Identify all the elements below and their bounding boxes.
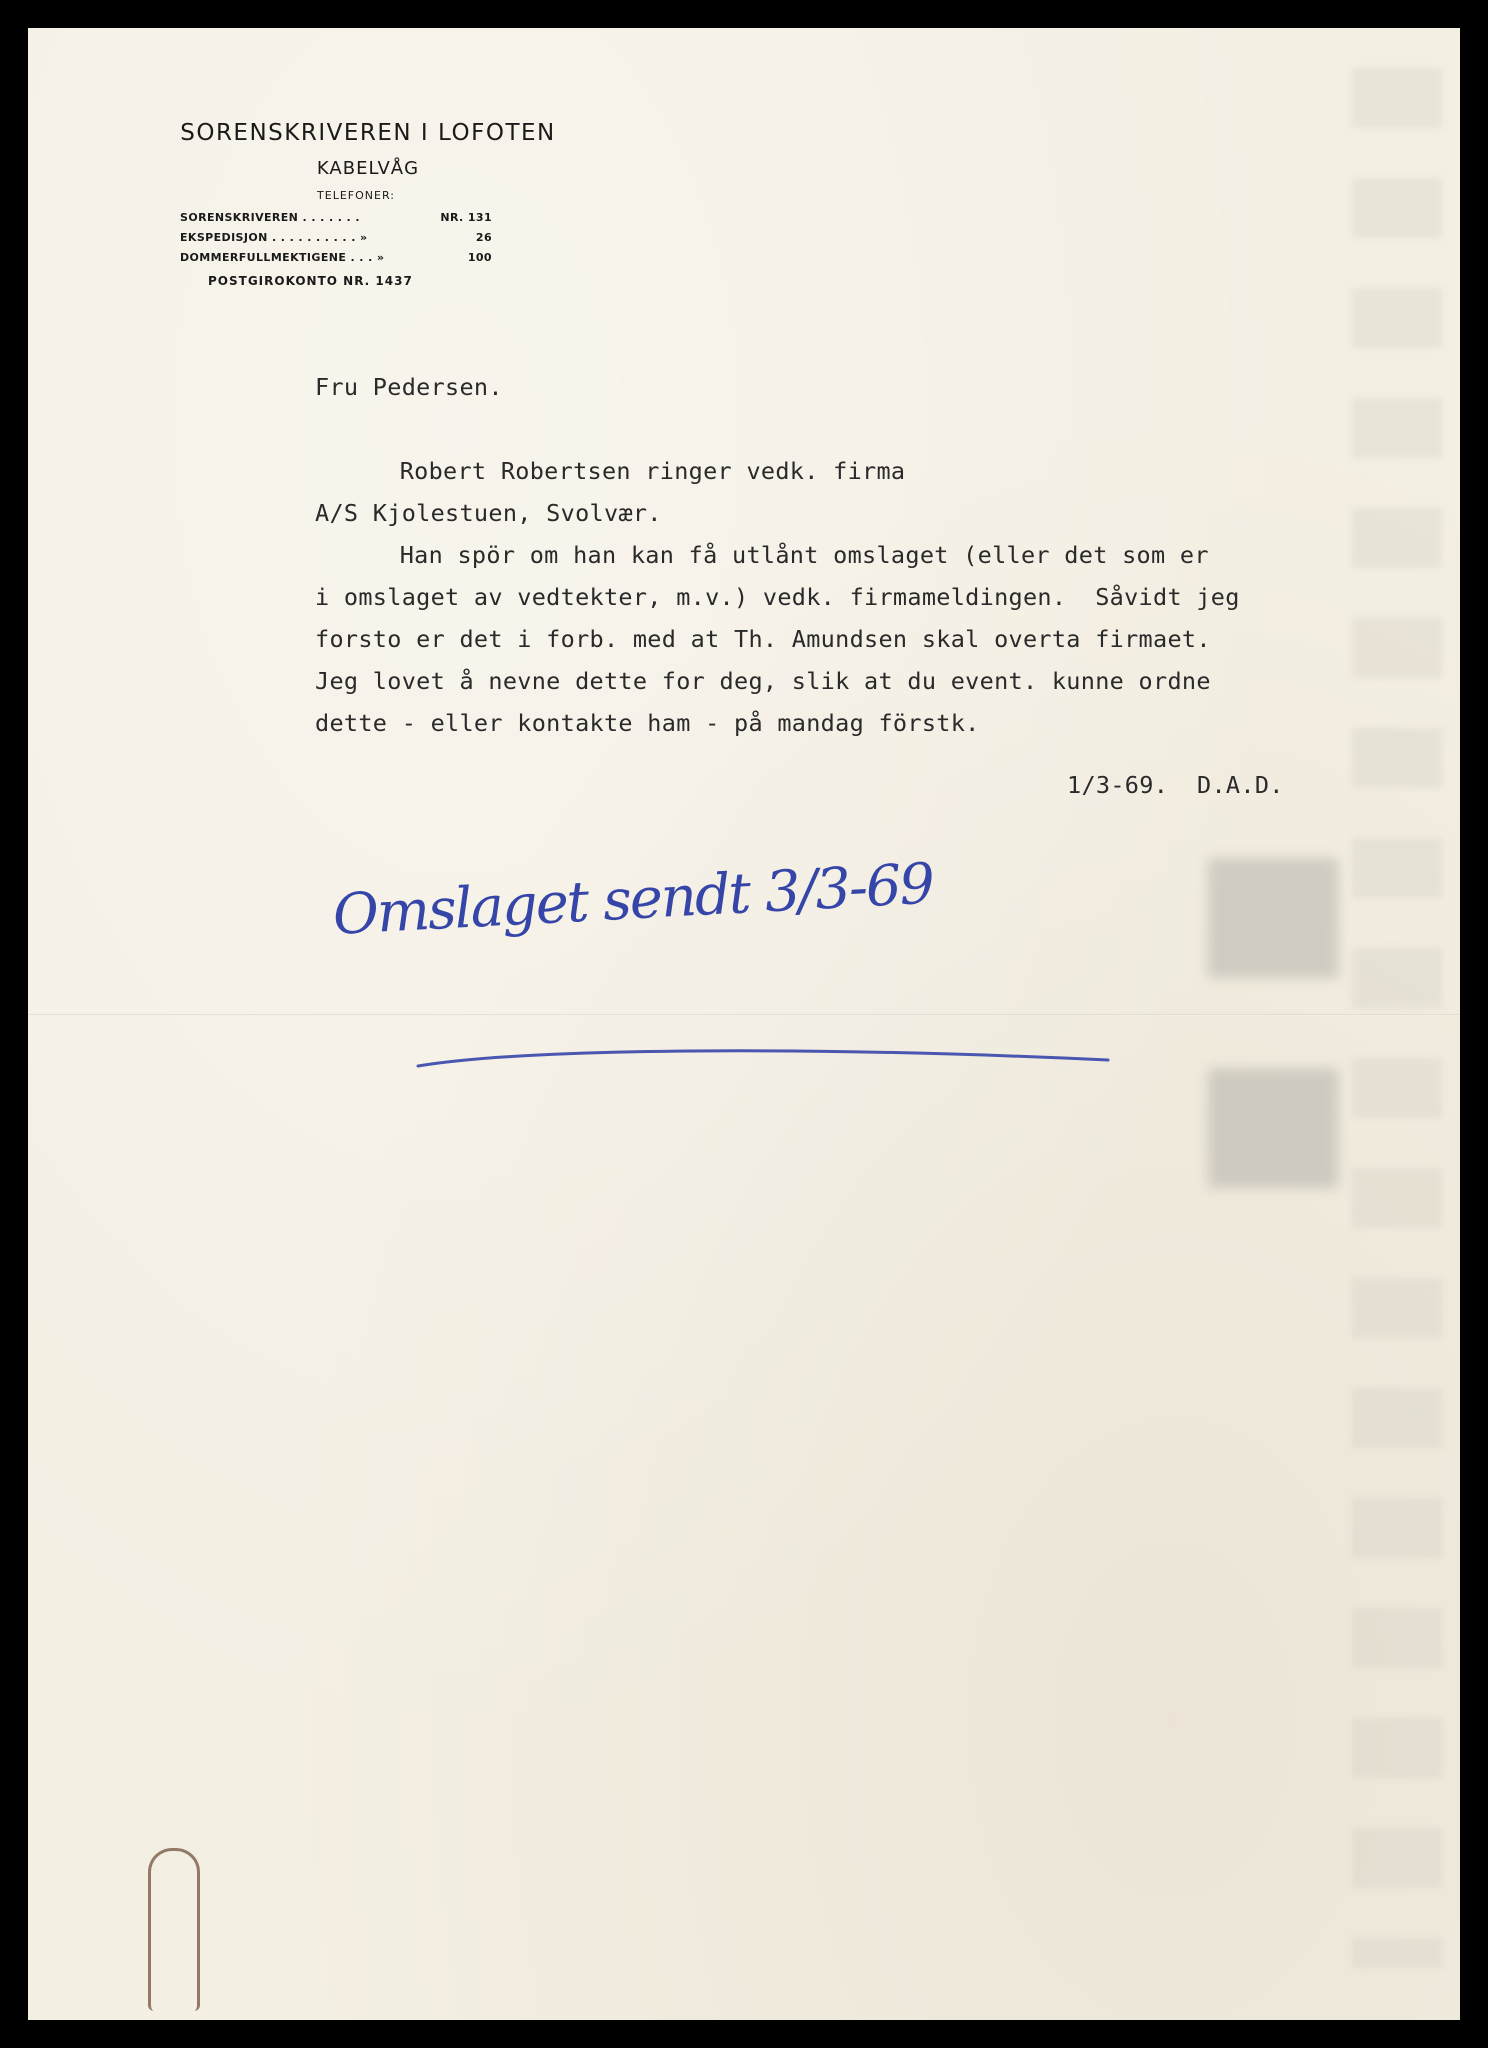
letter-line: Jeg lovet å nevne dette for deg, slik at du event. kunne ordne	[315, 667, 1211, 695]
letter-line: dette - eller kontakte ham - på mandag förstk.	[315, 709, 980, 737]
letter-sheet	[28, 28, 1460, 2020]
scan-smudge	[1208, 1068, 1338, 1188]
letter-line: i omslaget av vedtekter, m.v.) vedk. firmameldingen. Såvidt jeg	[315, 583, 1240, 611]
letter-line: Han spör om han kan få utlånt omslaget (eller det som er	[313, 541, 1209, 569]
letterhead	[108, 120, 628, 288]
phone-row	[180, 228, 492, 248]
letterhead-postgiro: POSTGIROKONTO NR. 1437	[208, 274, 413, 288]
phone-label: DOMMERFULLMEKTIGENE . . . »	[180, 251, 385, 264]
letter-line: A/S Kjolestuen, Svolvær.	[315, 499, 662, 527]
letterhead-telefoner-label: TELEFONER:	[317, 189, 395, 202]
watermark-strip	[1352, 68, 1442, 1968]
date-signature: 1/3-69. D.A.D.	[1067, 771, 1284, 799]
letterhead-phone-list	[180, 208, 492, 268]
paperclip-mark	[148, 1848, 200, 2011]
letter-line: forsto er det i forb. med at Th. Amundsen skal overta firmaet.	[315, 625, 1211, 653]
letterhead-city: KABELVÅG	[316, 158, 420, 179]
phone-number: NR. 131	[440, 211, 492, 224]
scan-smudge	[1208, 858, 1338, 978]
salutation: Fru Pedersen.	[315, 373, 503, 401]
handwritten-note: Omslaget sendt 3/3-69	[331, 851, 935, 948]
letterhead-title: SORENSKRIVEREN I LOFOTEN	[180, 120, 556, 146]
phone-label: SORENSKRIVEREN . . . . . . .	[180, 211, 360, 224]
phone-label: EKSPEDISJON . . . . . . . . . . »	[180, 231, 368, 244]
phone-row	[180, 248, 492, 268]
phone-row	[180, 208, 492, 228]
phone-number: 100	[467, 251, 492, 264]
handwritten-underline	[408, 1038, 1128, 1078]
letter-line: Robert Robertsen ringer vedk. firma	[313, 457, 906, 485]
fold-line	[28, 1014, 1460, 1016]
phone-number: 26	[475, 231, 492, 244]
